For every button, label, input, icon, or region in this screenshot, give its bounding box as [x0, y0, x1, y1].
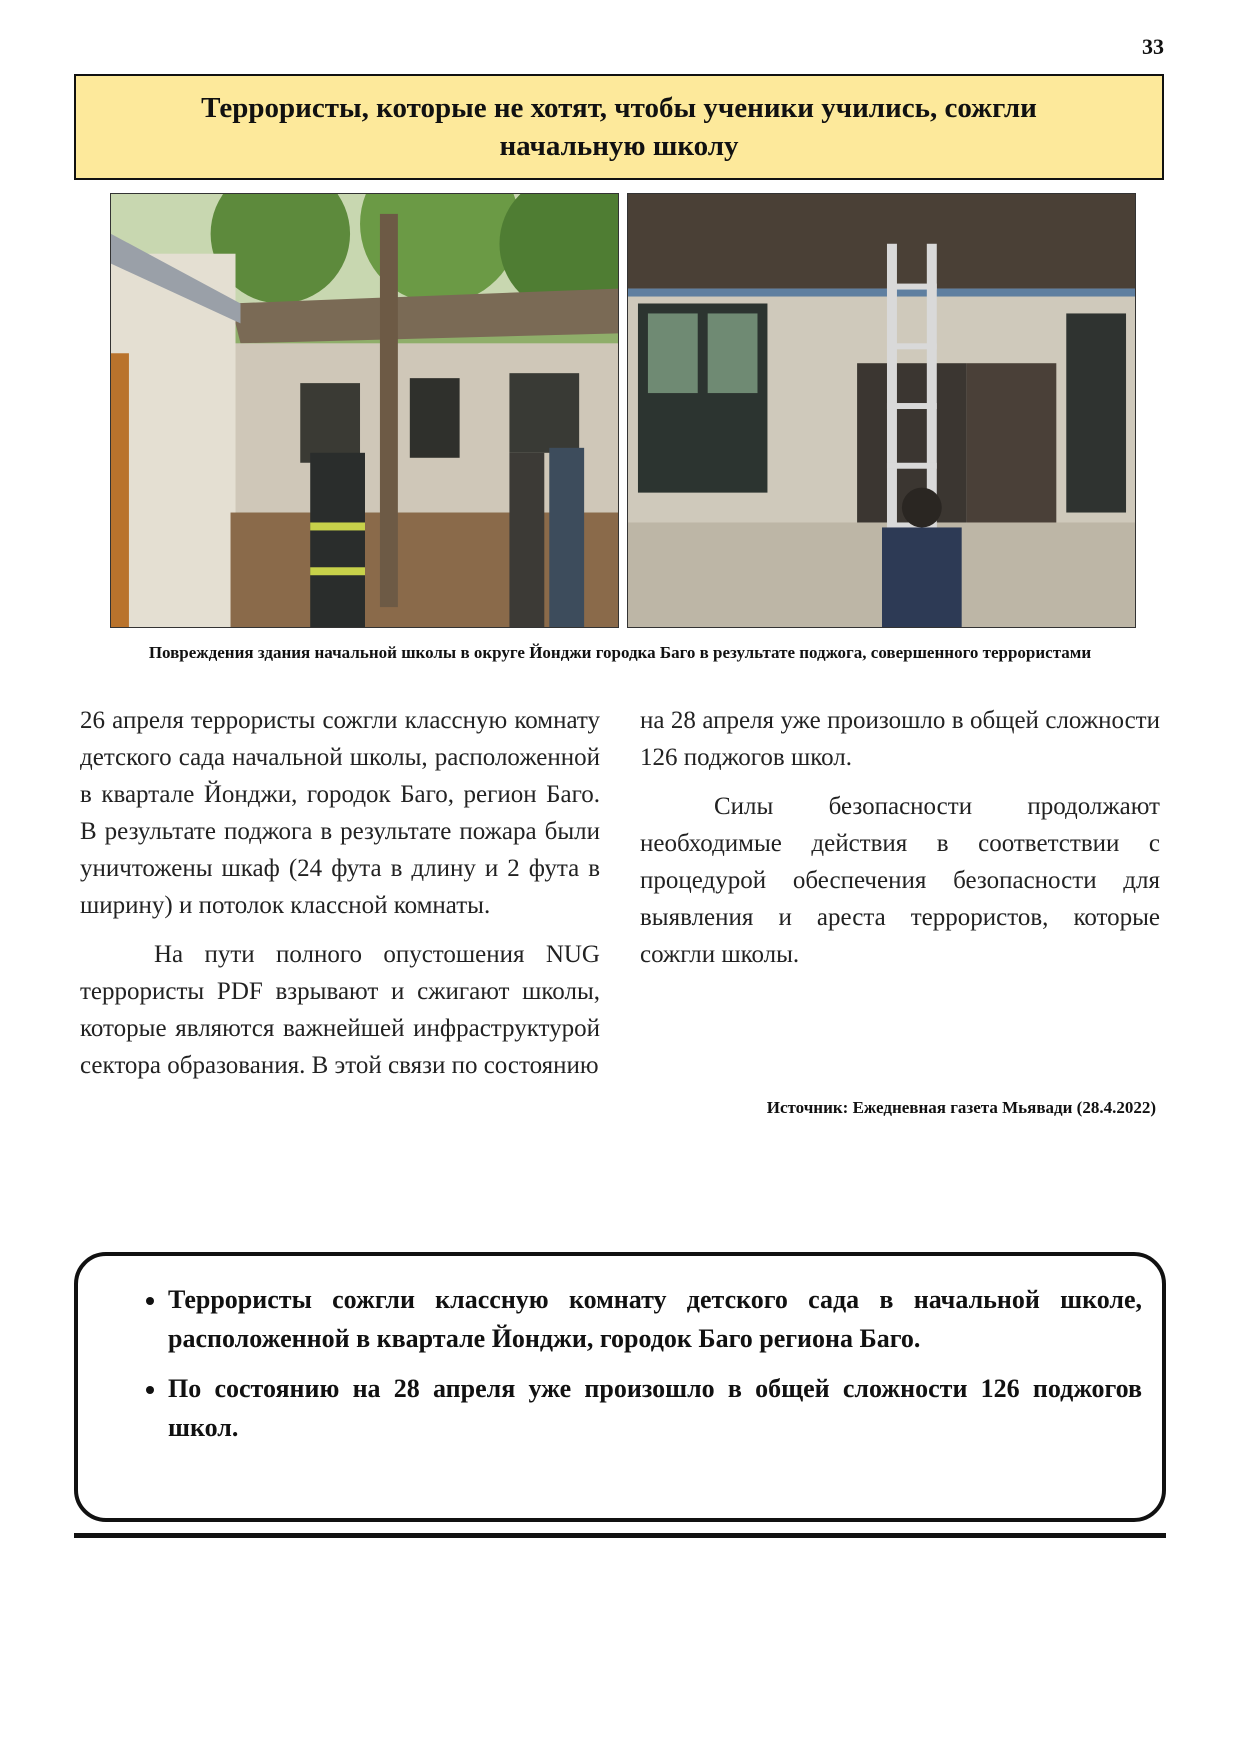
school-exterior-photo: [110, 193, 619, 628]
source-credit: Источник: Ежедневная газета Мьявади (28.4.2022): [766, 1098, 1156, 1117]
article-paragraph: Силы безопасности продолжают необходимые действия в соответствии с процедурой обеспечения безопасности для выявления и ареста террористов, которые сожгли школы.: [640, 793, 1160, 968]
school-exterior-illustration: [111, 194, 618, 627]
photo-caption: Повреждения здания начальной школы в округе Йонджи городка Баго в результате поджога, совершенного террористами: [148, 643, 1092, 662]
headline: Террористы, которые не хотят, чтобы ученики учились, сожгли начальную школу: [201, 92, 1037, 162]
article-left-column: [80, 702, 600, 1096]
summary-item: • По состоянию на 28 апреля уже произошло в общей сложности 126 поджогов школ.: [168, 1369, 1142, 1447]
summary-item: • Террористы сожгли классную комнату детского сада в начальной школе, расположенной в квартале Йонджи, городок Баго региона Баго.: [168, 1280, 1142, 1358]
bottom-divider: [74, 1533, 1166, 1538]
article-paragraph: На пути полного опустошения NUG террористы PDF взрывают и сжигают школы, которые являются важнейшей инфраструктурой сектора образования. В этой связи по состоянию: [80, 941, 600, 1079]
article-paragraph: на 28 апреля уже произошло в общей сложности 126 поджогов школ.: [640, 707, 1160, 771]
page-number: 33: [1142, 34, 1164, 59]
headline-box: [74, 74, 1164, 180]
summary-list: [118, 1280, 1142, 1447]
article-right-column: [640, 702, 1160, 985]
article-paragraph: 26 апреля террористы сожгли классную комнату детского сада начальной школы, расположенной в квартале Йонджи, городок Баго, регион Баго. В результате поджога в результате пожара были уничтожены шкаф (24 фута в длину и 2 фута в ширину) и потолок классной комнаты.: [80, 707, 600, 919]
school-interior-illustration: [628, 194, 1135, 627]
school-interior-photo: [627, 193, 1136, 628]
summary-box: [74, 1252, 1166, 1522]
